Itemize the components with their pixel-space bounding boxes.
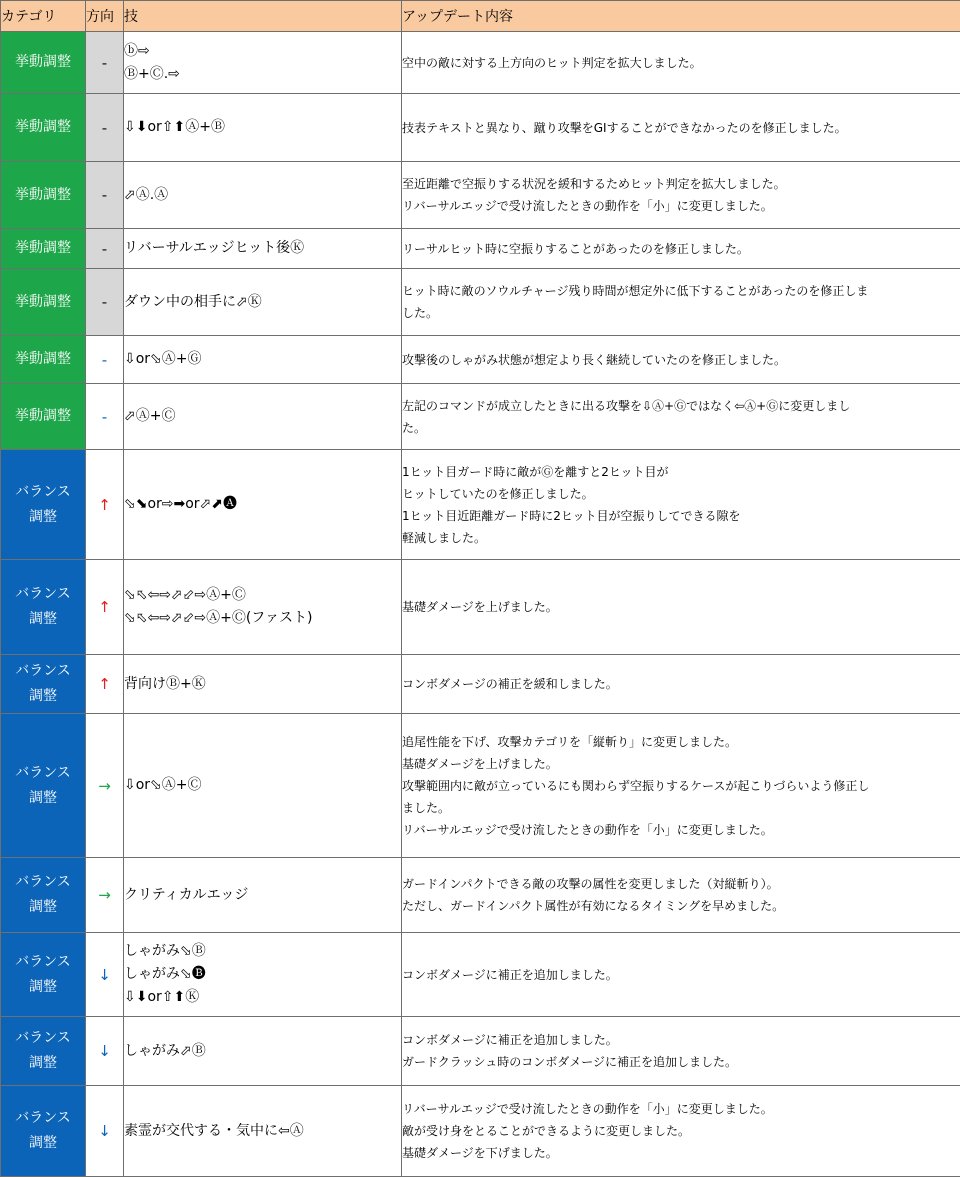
category-cell: [1, 560, 86, 655]
table-row: [1, 162, 960, 229]
update-line: 軽減しました。: [402, 527, 960, 549]
category-label: 挙動調整: [1, 404, 85, 429]
move-command: ⬂⬊or⇨➡or⬀⬈🅐: [124, 493, 401, 516]
direction-cell: [86, 336, 124, 384]
update-line: ヒットしていたのを修正しました。: [402, 483, 960, 505]
move-command: リバーサルエッジヒット後Ⓚ: [124, 237, 401, 260]
move-cell: [124, 450, 402, 560]
direction-cell: [86, 1086, 124, 1177]
down-arrow-icon: ↓: [98, 1042, 111, 1060]
update-line: コンボダメージの補正を緩和しました。: [402, 673, 960, 695]
move-command: ⇩⬇or⇧⬆Ⓐ+Ⓑ: [124, 116, 401, 139]
update-line: した。: [402, 302, 960, 324]
direction-cell: [86, 450, 124, 560]
category-cell: [1, 858, 86, 933]
move-command: ⬀Ⓐ+Ⓒ: [124, 405, 401, 428]
header-direction: 方向: [86, 1, 124, 32]
direction-dash: -: [102, 408, 107, 426]
category-label: バランス: [1, 659, 85, 684]
update-line: 基礎ダメージを上げました。: [402, 596, 960, 618]
table-row: [1, 336, 960, 384]
direction-cell: [86, 94, 124, 162]
category-cell: [1, 384, 86, 450]
category-label: バランス: [1, 1026, 85, 1051]
move-command: クリティカルエッジ: [124, 884, 401, 907]
category-cell: [1, 269, 86, 336]
header-move: 技: [124, 1, 402, 32]
update-line: 空中の敵に対する上方向のヒット判定を拡大しました。: [402, 52, 960, 74]
down-arrow-icon: ↓: [98, 966, 111, 984]
category-cell: [1, 714, 86, 858]
category-label: バランス: [1, 761, 85, 786]
category-label: バランス: [1, 870, 85, 895]
table-row: [1, 655, 960, 714]
update-cell: [402, 336, 960, 384]
direction-cell: [86, 858, 124, 933]
up-arrow-icon: ↑: [98, 496, 111, 514]
update-cell: [402, 655, 960, 714]
update-line: ただし、ガードインパクト属性が有効になるタイミングを早めました。: [402, 895, 960, 917]
down-arrow-icon: ↓: [98, 1122, 111, 1140]
move-cell: [124, 336, 402, 384]
update-line: 基礎ダメージを上げました。: [402, 753, 960, 775]
direction-dash: -: [102, 293, 107, 311]
move-cell: [124, 32, 402, 94]
direction-cell: [86, 32, 124, 94]
category-cell: [1, 933, 86, 1017]
direction-cell: [86, 162, 124, 229]
category-label: 調整: [1, 505, 85, 530]
move-cell: [124, 1086, 402, 1177]
direction-dash: -: [102, 186, 107, 204]
category-label: バランス: [1, 1106, 85, 1131]
move-command: 背向けⒷ+Ⓚ: [124, 673, 401, 696]
category-label: 挙動調整: [1, 290, 85, 315]
table-row: [1, 269, 960, 336]
table-row: [1, 229, 960, 269]
update-cell: [402, 450, 960, 560]
move-cell: [124, 229, 402, 269]
update-line: リバーサルエッジで受け流したときの動作を「小」に変更しました。: [402, 1098, 960, 1120]
direction-cell: [86, 560, 124, 655]
update-line: ガードクラッシュ時のコンボダメージに補正を追加しました。: [402, 1051, 960, 1073]
category-label: 調整: [1, 786, 85, 811]
category-cell: [1, 655, 86, 714]
update-line: リバーサルエッジで受け流したときの動作を「小」に変更しました。: [402, 195, 960, 217]
up-arrow-icon: ↑: [98, 675, 111, 693]
right-arrow-icon: →: [98, 886, 111, 904]
update-cell: [402, 32, 960, 94]
update-cell: [402, 94, 960, 162]
direction-cell: [86, 1017, 124, 1086]
move-command: ⬂⬁⇦⇨⬀⬃⇨Ⓐ+Ⓒ: [124, 584, 401, 607]
update-cell: [402, 858, 960, 933]
header-row: [1, 1, 960, 32]
update-line: 追尾性能を下げ、攻撃カテゴリを「縦斬り」に変更しました。: [402, 731, 960, 753]
move-command: ⬀Ⓐ.Ⓐ: [124, 184, 401, 207]
update-cell: [402, 933, 960, 1017]
move-command: しゃがみ⬂Ⓑ: [124, 940, 401, 963]
category-label: 調整: [1, 975, 85, 1000]
update-line: コンボダメージに補正を追加しました。: [402, 964, 960, 986]
category-label: バランス: [1, 582, 85, 607]
move-cell: [124, 162, 402, 229]
category-label: 調整: [1, 684, 85, 709]
up-arrow-icon: ↑: [98, 598, 111, 616]
update-line: 左記のコマンドが成立したときに出る攻撃を⇩Ⓐ+Ⓖではなく⇦Ⓐ+Ⓖに変更しまし: [402, 395, 960, 417]
category-cell: [1, 1017, 86, 1086]
move-command: Ⓑ+Ⓒ.⇨: [124, 63, 401, 86]
update-line: 基礎ダメージを下げました。: [402, 1142, 960, 1164]
category-cell: [1, 162, 86, 229]
header-update: アップデート内容: [402, 1, 960, 32]
direction-cell: [86, 384, 124, 450]
table-row: [1, 1017, 960, 1086]
update-line: コンボダメージに補正を追加しました。: [402, 1029, 960, 1051]
update-cell: [402, 1017, 960, 1086]
table-row: [1, 450, 960, 560]
move-command: ⇩or⬂Ⓐ+Ⓖ: [124, 348, 401, 371]
move-command: ⬂⬁⇦⇨⬀⬃⇨Ⓐ+Ⓒ(ファスト): [124, 607, 401, 630]
update-line: た。: [402, 417, 960, 439]
category-label: 挙動調整: [1, 50, 85, 75]
category-label: 調整: [1, 895, 85, 920]
move-command: ダウン中の相手に⬀Ⓚ: [124, 291, 401, 314]
direction-dash: -: [102, 351, 107, 369]
move-command: しゃがみ⬀Ⓑ: [124, 1040, 401, 1063]
update-cell: [402, 162, 960, 229]
move-cell: [124, 933, 402, 1017]
update-line: 技表テキストと異なり、蹴り攻撃をGIすることができなかったのを修正しました。: [402, 117, 960, 139]
category-cell: [1, 336, 86, 384]
table-row: [1, 560, 960, 655]
header-category: カテゴリ: [1, 1, 86, 32]
move-command: ⇩⬇or⇧⬆Ⓚ: [124, 986, 401, 1009]
right-arrow-icon: →: [98, 777, 111, 795]
update-line: 攻撃範囲内に敵が立っているにも関わらず空振りするケースが起こりづらいよう修正し: [402, 775, 960, 797]
update-cell: [402, 560, 960, 655]
direction-dash: -: [102, 119, 107, 137]
category-label: 挙動調整: [1, 115, 85, 140]
update-line: 1ヒット目近距離ガード時に2ヒット目が空振りしてできる隙を: [402, 505, 960, 527]
update-line: ヒット時に敵のソウルチャージ残り時間が想定外に低下することがあったのを修正しま: [402, 280, 960, 302]
category-label: 挙動調整: [1, 183, 85, 208]
update-line: 敵が受け身をとることができるように変更しました。: [402, 1120, 960, 1142]
update-line: 攻撃後のしゃがみ状態が想定より長く継続していたのを修正しました。: [402, 349, 960, 371]
category-label: バランス: [1, 950, 85, 975]
move-cell: [124, 384, 402, 450]
category-cell: [1, 229, 86, 269]
update-line: 至近距離で空振りする状況を緩和するためヒット判定を拡大しました。: [402, 173, 960, 195]
direction-cell: [86, 933, 124, 1017]
move-command: ⓑ⇨: [124, 40, 401, 63]
move-cell: [124, 858, 402, 933]
direction-dash: -: [102, 240, 107, 258]
category-cell: [1, 450, 86, 560]
update-line: 1ヒット目ガード時に敵がⒼを離すと2ヒット目が: [402, 461, 960, 483]
table-row: [1, 714, 960, 858]
move-command: 素霊が交代する・気中に⇦Ⓐ: [124, 1120, 401, 1143]
table-row: [1, 384, 960, 450]
direction-dash: -: [102, 54, 107, 72]
move-cell: [124, 560, 402, 655]
move-command: しゃがみ⬂🅑: [124, 963, 401, 986]
update-line: リーサルヒット時に空振りすることがあったのを修正しました。: [402, 238, 960, 260]
update-line: ました。: [402, 797, 960, 819]
move-cell: [124, 655, 402, 714]
move-cell: [124, 269, 402, 336]
category-cell: [1, 94, 86, 162]
update-cell: [402, 714, 960, 858]
table-row: [1, 94, 960, 162]
move-cell: [124, 94, 402, 162]
update-line: リバーサルエッジで受け流したときの動作を「小」に変更しました。: [402, 819, 960, 841]
table-row: [1, 858, 960, 933]
update-cell: [402, 1086, 960, 1177]
category-label: 挙動調整: [1, 347, 85, 372]
move-command: ⇩or⬂Ⓐ+Ⓒ: [124, 774, 401, 797]
update-line: ガードインパクトできる敵の攻撃の属性を変更しました（対縦斬り）。: [402, 873, 960, 895]
category-label: 挙動調整: [1, 236, 85, 261]
direction-cell: [86, 655, 124, 714]
move-cell: [124, 1017, 402, 1086]
table-row: [1, 933, 960, 1017]
category-cell: [1, 1086, 86, 1177]
move-cell: [124, 714, 402, 858]
category-label: 調整: [1, 607, 85, 632]
update-cell: [402, 384, 960, 450]
direction-cell: [86, 714, 124, 858]
update-cell: [402, 269, 960, 336]
category-cell: [1, 32, 86, 94]
table-row: [1, 1086, 960, 1177]
update-cell: [402, 229, 960, 269]
table-row: [1, 32, 960, 94]
category-label: 調整: [1, 1051, 85, 1076]
category-label: バランス: [1, 480, 85, 505]
direction-cell: [86, 269, 124, 336]
direction-cell: [86, 229, 124, 269]
category-label: 調整: [1, 1131, 85, 1156]
